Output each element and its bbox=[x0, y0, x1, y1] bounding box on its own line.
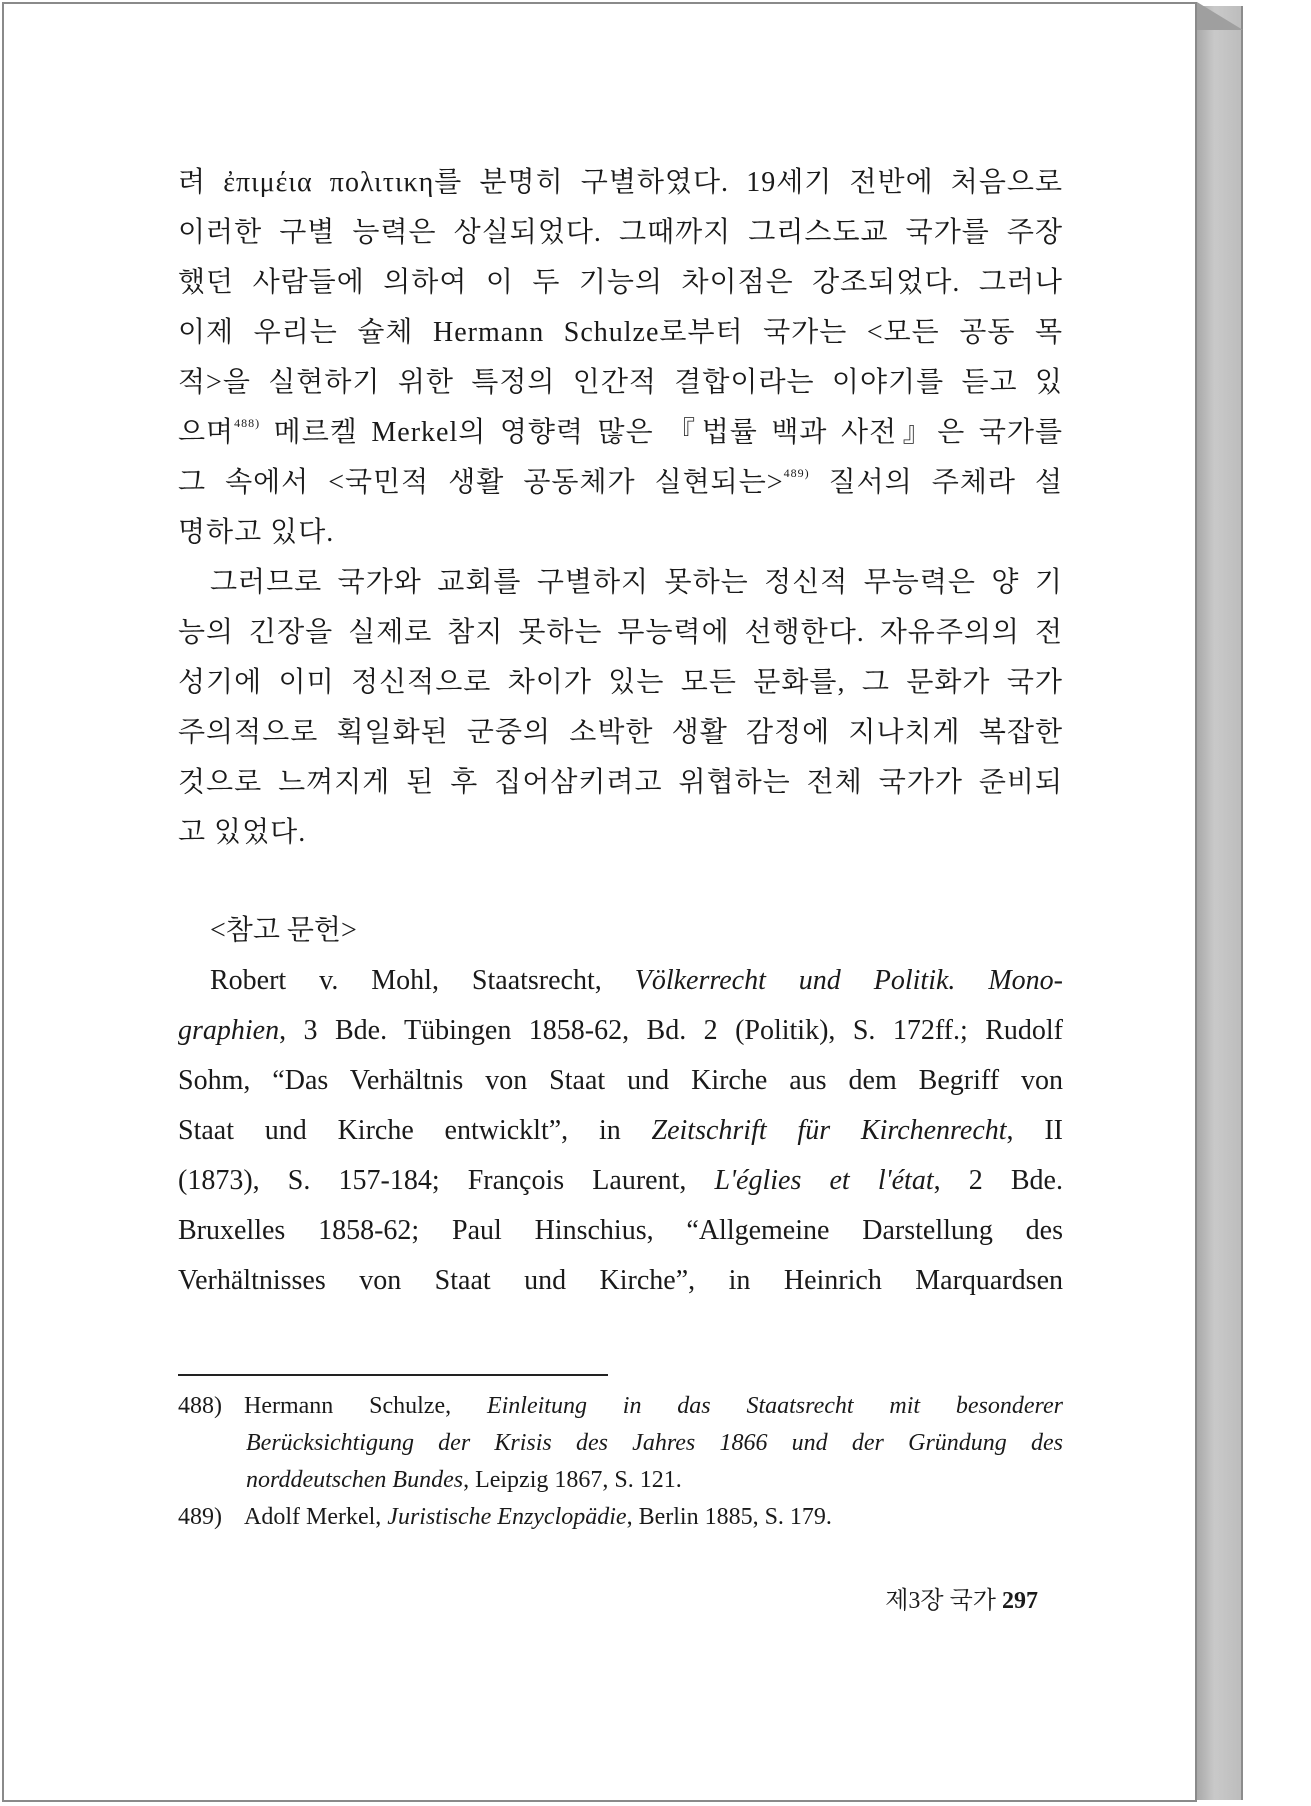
text-line bbox=[178, 458, 1063, 508]
italic-title: Berücksichtigung der Krisis des Jahres 1866 und der Gründung des bbox=[246, 1430, 1063, 1456]
text-fragment: , 2 Bde. bbox=[933, 1165, 1063, 1196]
italic-title: L'églies et l'état bbox=[714, 1165, 934, 1196]
text-line bbox=[178, 408, 1063, 458]
chapter-label: 제3장 국가 bbox=[885, 1588, 996, 1614]
text-fragment: 질서의 주체라 설 bbox=[809, 467, 1063, 498]
footnote-489 bbox=[178, 1499, 1063, 1536]
italic-title: Völkerrecht und Politik. Mono- bbox=[634, 965, 1063, 996]
text-line: 명하고 있다. bbox=[178, 517, 335, 548]
text-fragment: , Leipzig 1867, S. 121. bbox=[463, 1467, 682, 1493]
running-footer bbox=[848, 1580, 1038, 1615]
footnote-line bbox=[178, 1425, 1063, 1462]
text-line: 것으로 느껴지게 된 후 집어삼키려고 위협하는 전체 국가가 준비되 bbox=[178, 767, 1063, 798]
italic-title: Zeitschrift für Kirchenrecht bbox=[651, 1115, 1007, 1146]
footnote-marker-489[interactable]: 489) bbox=[783, 466, 810, 480]
footnote-line bbox=[178, 1388, 1063, 1425]
paragraph-1 bbox=[178, 158, 1063, 558]
book-spine bbox=[1197, 6, 1243, 1800]
text-fragment: , Berlin 1885, S. 179. bbox=[626, 1504, 832, 1530]
paragraph-2 bbox=[178, 558, 1063, 858]
main-text bbox=[178, 158, 1063, 1306]
references-list bbox=[178, 956, 1063, 1306]
reference-line: Verhältnisses von Staat und Kirche”, in Heinrich Marquardsen bbox=[178, 1265, 1063, 1296]
text-line: 적>을 실현하기 위한 특정의 인간적 결합이라는 이야기를 듣고 있 bbox=[178, 367, 1063, 398]
reference-line bbox=[178, 1156, 1063, 1206]
text-line: 했던 사람들에 의하여 이 두 기능의 차이점은 강조되었다. 그러나 bbox=[178, 267, 1063, 298]
footnote-line bbox=[178, 1499, 1063, 1536]
page-number: 297 bbox=[1002, 1588, 1038, 1614]
text-fragment: Adolf Merkel, bbox=[244, 1504, 388, 1530]
footnote-marker-488[interactable]: 488) bbox=[234, 416, 261, 430]
footnote-number: 488) bbox=[178, 1393, 222, 1419]
footnote-divider bbox=[178, 1374, 608, 1376]
text-line: 능의 긴장을 실제로 참지 못하는 무능력에 선행한다. 자유주의의 전 bbox=[178, 617, 1063, 648]
text-fragment: 으며 bbox=[178, 417, 235, 448]
text-line: 이러한 구별 능력은 상실되었다. 그때까지 그리스도교 국가를 주장 bbox=[178, 217, 1063, 248]
reference-line bbox=[178, 956, 1063, 1006]
text-fragment: (1873), S. 157-184; François Laurent, bbox=[178, 1165, 715, 1196]
text-fragment: 그 속에서 <국민적 생활 공동체가 실현되는> bbox=[178, 467, 784, 498]
book-spine-corner bbox=[1197, 2, 1243, 30]
text-fragment: 메르켈 Merkel의 영향력 많은 『법률 백과 사전』은 국가를 bbox=[260, 417, 1063, 448]
text-line: 그러므로 국가와 교회를 구별하지 못하는 정신적 무능력은 양 기 bbox=[210, 567, 1063, 598]
text-line: 성기에 이미 정신적으로 차이가 있는 모든 문화를, 그 문화가 국가 bbox=[178, 667, 1063, 698]
reference-line bbox=[178, 1106, 1063, 1156]
text-fragment: Staat und Kirche entwicklt”, in bbox=[178, 1115, 652, 1146]
references-heading: <참고 문헌> bbox=[210, 915, 357, 946]
text-fragment: , II bbox=[1006, 1115, 1063, 1146]
text-line: 려 ἐπιμέια πολιτικη를 분명히 구별하였다. 19세기 전반에 처음으로 bbox=[178, 167, 1063, 198]
footnote-number: 489) bbox=[178, 1504, 222, 1530]
footnote-488 bbox=[178, 1388, 1063, 1499]
italic-title: Einleitung in das Staatsrecht mit besonderer bbox=[486, 1393, 1063, 1419]
footnotes bbox=[178, 1388, 1063, 1536]
italic-title: Juristische Enzyclopädie bbox=[387, 1504, 627, 1530]
text-fragment: , 3 Bde. Tübingen 1858-62, Bd. 2 (Politik), S. 172ff.; Rudolf bbox=[279, 1015, 1063, 1046]
italic-title: norddeutschen Bundes bbox=[246, 1467, 464, 1493]
text-line: 주의적으로 획일화된 군중의 소박한 생활 감정에 지나치게 복잡한 bbox=[178, 717, 1063, 748]
footnote-line bbox=[178, 1462, 1063, 1499]
text-fragment: Robert v. Mohl, Staatsrecht, bbox=[210, 965, 635, 996]
reference-line: Sohm, “Das Verhältnis von Staat und Kirche aus dem Begriff von bbox=[178, 1065, 1063, 1096]
text-line: 고 있었다. bbox=[178, 817, 307, 848]
text-fragment: Hermann Schulze, bbox=[244, 1393, 487, 1419]
reference-line: Bruxelles 1858-62; Paul Hinschius, “Allgemeine Darstellung des bbox=[178, 1215, 1063, 1246]
reference-line bbox=[178, 1006, 1063, 1056]
italic-title: graphien bbox=[178, 1015, 280, 1046]
text-line: 이제 우리는 슐체 Hermann Schulze로부터 국가는 <모든 공동 목 bbox=[178, 317, 1063, 348]
